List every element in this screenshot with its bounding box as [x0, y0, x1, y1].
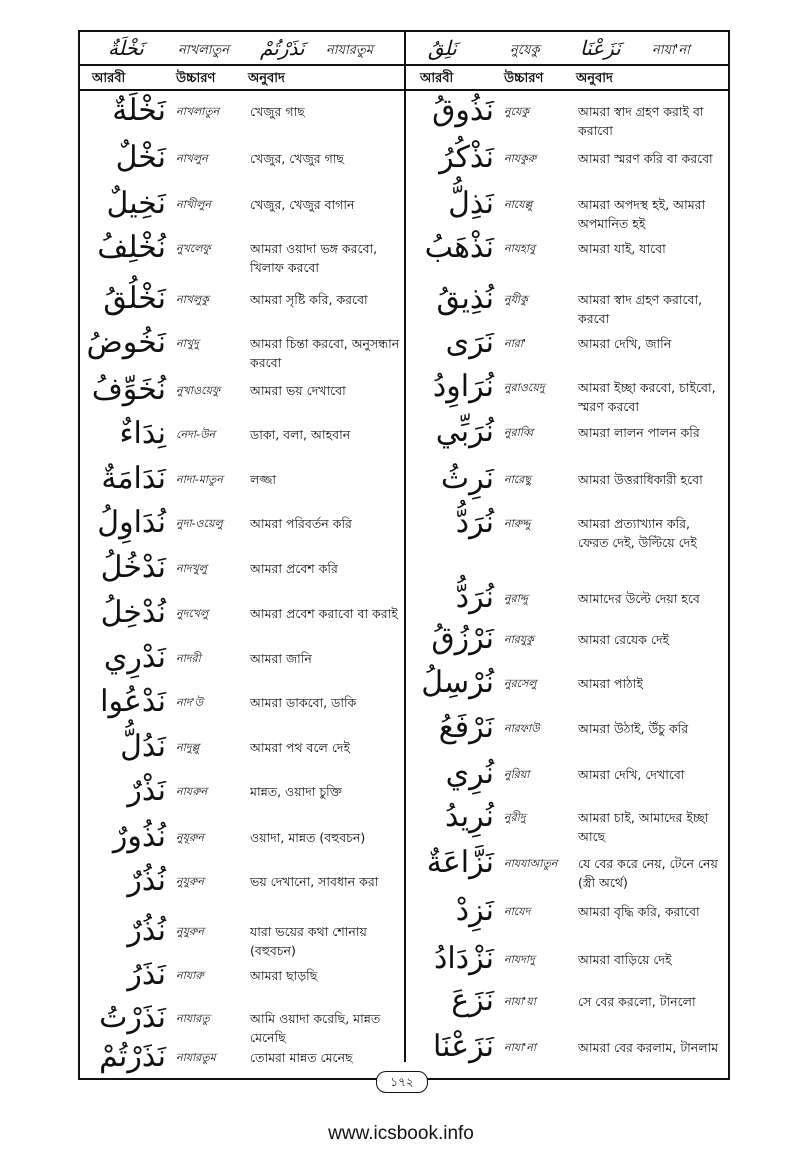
- entry-arabic: نُرَدُّ: [455, 580, 494, 615]
- col-head-right-translit: উচ্চারণ: [504, 71, 544, 86]
- entry-meaning: আমরা পথ বলে দেই: [250, 740, 350, 755]
- entry-arabic: نُخْلِفُ: [97, 230, 166, 265]
- entry-arabic: نَدْرِي: [103, 640, 166, 675]
- entry-arabic: نُرِيدُ: [445, 799, 494, 834]
- entry-arabic: نَرْزُقُ: [431, 621, 494, 656]
- entry-meaning: আমরা উত্তরাধিকারী হবো: [578, 472, 703, 487]
- entry-meaning: লজ্জা: [250, 472, 277, 487]
- entry-meaning: যারা ভয়ের কথা শোনায় (বহুবচন): [250, 924, 367, 958]
- entry-arabic: نَخْلٌ: [115, 140, 166, 175]
- entry-arabic: نَذْرٌ: [127, 773, 166, 808]
- entry-meaning: আমরা বৃদ্ধি করি, করাবো: [578, 904, 700, 919]
- entry-meaning: আমরা উঠাই, উঁচু করি: [578, 721, 689, 736]
- entry-transliteration: নাযারতুম: [176, 1051, 216, 1064]
- entry-meaning: আমরা সৃষ্টি করি, করবো: [250, 292, 368, 307]
- entry-transliteration: নাদখুলু: [176, 562, 207, 575]
- header-right-arabic-1: نَلِقُ: [428, 36, 457, 60]
- entry-transliteration: নুখলেফু: [176, 242, 211, 255]
- entry-transliteration: নাদরী: [176, 652, 201, 665]
- footer-url: www.icsbook.info: [328, 1123, 474, 1144]
- entry-transliteration: নাখলুকু: [176, 293, 209, 306]
- entry-arabic: نَرِثُ: [440, 461, 494, 496]
- entry-transliteration: নুরসেলু: [504, 677, 537, 690]
- entry-transliteration: নাখীলুন: [176, 198, 211, 211]
- entry-arabic: نَدَامَةٌ: [101, 461, 166, 496]
- col-head-right-meaning: অনুবাদ: [576, 71, 613, 86]
- entry-arabic: نُرَاوِدُ: [432, 369, 494, 404]
- entry-meaning: আমরা দেখি, দেখাবো: [578, 767, 685, 782]
- entry-transliteration: নাদুল্লু: [176, 741, 200, 754]
- entry-arabic: نَذُوقُ: [432, 93, 494, 128]
- entry-meaning: আমাদের উল্টে দেয়া হবে: [578, 591, 700, 606]
- entry-arabic: نَزِدْ: [455, 893, 494, 928]
- entry-arabic: نَذْكُرُ: [439, 140, 494, 175]
- entry-transliteration: নাদ'উ: [176, 696, 204, 709]
- entry-transliteration: নাযহাবু: [504, 242, 536, 255]
- entry-transliteration: নুরাদ্দু: [504, 592, 528, 605]
- entry-transliteration: নাযারতু: [176, 1012, 210, 1025]
- entry-arabic: نَزَعَ: [451, 983, 494, 1018]
- entry-arabic: نَخِيلٌ: [106, 186, 166, 221]
- entry-arabic: نُرِي: [445, 756, 494, 791]
- column-divider: [404, 32, 406, 1062]
- entry-meaning: ভয় দেখানো, সাবধান করা: [250, 874, 379, 889]
- entry-meaning: আমরা প্রবেশ করি: [250, 561, 338, 576]
- entry-meaning: আমরা প্রত্যাখ্যান করি, ফেরত দেই, উল্টিয়ে দেই: [578, 516, 697, 550]
- entry-arabic: نُذِيقُ: [436, 281, 494, 316]
- entry-arabic: نَخْلَةٌ: [112, 93, 166, 128]
- entry-transliteration: নুরীদু: [504, 811, 526, 824]
- entry-arabic: نَذَرْتُمْ: [99, 1039, 166, 1074]
- entry-transliteration: নুরিয়া: [504, 768, 530, 781]
- entry-arabic: نِدَاءٌ: [119, 416, 166, 451]
- entry-transliteration: নারযুকু: [504, 633, 534, 646]
- entry-meaning: আমরা চিন্তা করবো, অনুসন্ধান করবো: [250, 336, 400, 370]
- entry-transliteration: নাযদাদু: [504, 953, 535, 966]
- header-left-translit-2: নাযারতুম: [326, 43, 373, 58]
- entry-meaning: আমরা লালন পালন করি: [578, 425, 700, 440]
- header-left-arabic-2: نَذَرْتُمْ: [260, 36, 305, 60]
- entry-transliteration: নাযেদ: [504, 905, 531, 918]
- entry-meaning: খেজুর, খেজুর বাগান: [250, 197, 355, 212]
- entry-meaning: খেজুর গাছ: [250, 104, 305, 119]
- page-number: ১৭২: [376, 1071, 428, 1093]
- entry-transliteration: নাযরুন: [176, 785, 208, 798]
- entry-arabic: نُرَدُّ: [455, 505, 494, 540]
- entry-transliteration: নুরাওয়েদু: [504, 381, 545, 394]
- entry-arabic: نُذُرٌ: [127, 863, 166, 898]
- entry-meaning: মান্নত, ওয়াদা চুক্তি: [250, 784, 342, 799]
- entry-transliteration: নুযূরুন: [176, 831, 204, 844]
- entry-meaning: আমরা রেযেক দেই: [578, 632, 670, 647]
- entry-arabic: نَدْعُوا: [100, 684, 166, 719]
- entry-transliteration: নুখাওয়েফু: [176, 384, 221, 397]
- entry-transliteration: নাখুদু: [176, 337, 199, 350]
- entry-transliteration: নাযেল্লু: [504, 198, 533, 211]
- entry-meaning: আমরা স্বাদ গ্রহণ করাই বা করাবো: [578, 104, 704, 138]
- entry-arabic: نَذْهَبُ: [424, 230, 494, 265]
- entry-transliteration: নাযা'য়া: [504, 995, 536, 1008]
- entry-transliteration: নাখলুন: [176, 152, 208, 165]
- entry-arabic: نَخْلُقُ: [103, 281, 166, 316]
- col-head-left-meaning: অনুবাদ: [248, 71, 285, 86]
- entry-arabic: نَزَّاعَةٌ: [426, 845, 494, 880]
- col-head-left-translit: উচ্চারণ: [176, 71, 216, 86]
- entry-meaning: আমরা জানি: [250, 651, 312, 666]
- entry-meaning: আমরা স্বাদ গ্রহণ করাবো, করবো: [578, 292, 703, 326]
- entry-arabic: نُدْخِلُ: [100, 595, 166, 630]
- entry-transliteration: নুরাব্বি: [504, 426, 534, 439]
- entry-arabic: نَخُوضُ: [86, 325, 166, 360]
- entry-meaning: আমরা দেখি, জানি: [578, 336, 672, 351]
- entry-transliteration: নুদখেলু: [176, 607, 209, 620]
- entry-meaning: আমরা অপদস্থ হই, আমরা অপমানিত হই: [578, 197, 706, 231]
- entry-arabic: نَرَى: [445, 325, 494, 360]
- entry-meaning: আমরা ভয় দেখাবো: [250, 383, 346, 398]
- entry-arabic: نَزَعْنَا: [433, 1029, 494, 1064]
- entry-transliteration: নাযযাআতুন: [504, 857, 558, 870]
- column-head-rule: [80, 89, 728, 91]
- entry-arabic: نَذِلُّ: [448, 186, 494, 221]
- entry-transliteration: নুযুরুন: [176, 875, 204, 888]
- entry-transliteration: নাযকুরু: [504, 152, 537, 165]
- header-right-translit-1: নুযেকু: [510, 43, 540, 58]
- entry-arabic: نَذَرْتُ: [99, 1000, 166, 1035]
- entry-meaning: আমরা ইচ্ছা করবো, চাইবো, স্মরণ করবো: [578, 380, 716, 414]
- entry-transliteration: নেদা-উন: [176, 428, 216, 441]
- entry-transliteration: নাদা-মাতুন: [176, 473, 223, 486]
- entry-meaning: আমি ওয়াদা করেছি, মান্নত মেনেছি: [250, 1011, 381, 1045]
- entry-meaning: খেজুর, খেজুর গাছ: [250, 151, 344, 166]
- entry-transliteration: নারুদ্দু: [504, 517, 531, 530]
- entry-arabic: نَدْخُلُ: [100, 550, 166, 585]
- entry-arabic: نُذُرٌ: [127, 913, 166, 948]
- entry-transliteration: নুযীকু: [504, 293, 528, 306]
- entry-transliteration: নাযা'না: [504, 1041, 537, 1054]
- header-rule: [80, 64, 728, 66]
- entry-arabic: نُذُورٌ: [112, 819, 166, 854]
- entry-meaning: আমরা বাড়িয়ে দেই: [578, 952, 672, 967]
- entry-arabic: نَرْفَعُ: [438, 710, 494, 745]
- entry-meaning: আমরা চাই, আমাদের ইচ্ছা আছে: [578, 810, 709, 844]
- col-head-left-arabic: আরবী: [92, 71, 126, 86]
- entry-arabic: نُرَبِّي: [435, 414, 494, 449]
- entry-meaning: আমরা ওয়াদা ভঙ্গ করবো, খিলাফ করবো: [250, 241, 378, 275]
- entry-transliteration: নারা': [504, 337, 527, 350]
- entry-transliteration: নুযেকু: [504, 105, 530, 118]
- entry-arabic: نَذَرُ: [127, 957, 166, 992]
- entry-meaning: ডাকা, বলা, আহবান: [250, 427, 351, 442]
- entry-arabic: نُدَاوِلُ: [97, 505, 166, 540]
- entry-meaning: সে বের করলো, টানলো: [578, 994, 696, 1009]
- header-right-translit-2: নাযা'না: [652, 43, 690, 58]
- entry-arabic: نَزْدَادُ: [434, 941, 494, 976]
- entry-transliteration: নাযারু: [176, 969, 204, 982]
- entry-meaning: আমরা পাঠাই: [578, 676, 643, 691]
- header-left-arabic-1: نَخْلَةٌ: [108, 36, 144, 60]
- entry-transliteration: নারেছু: [504, 473, 531, 486]
- entry-meaning: আমরা যাই, যাবো: [578, 241, 666, 256]
- entry-arabic: نُخَوِّفُ: [91, 372, 166, 407]
- header-left-translit-1: নাখলাতুন: [178, 43, 230, 58]
- entry-transliteration: নুদা-ওয়েলু: [176, 517, 223, 530]
- entry-meaning: আমরা স্মরণ করি বা করবো: [578, 151, 713, 166]
- page-frame: [78, 30, 730, 1080]
- entry-arabic: نُرْسِلُ: [421, 665, 494, 700]
- entry-transliteration: নারফাউ: [504, 722, 540, 735]
- entry-meaning: আমরা প্রবেশ করাবো বা করাই: [250, 606, 398, 621]
- entry-meaning: যে বের করে নেয়, টেনে নেয় (স্ত্রী অর্থে): [578, 856, 718, 890]
- entry-transliteration: নাখলাতুন: [176, 105, 220, 118]
- entry-meaning: আমরা ডাকবো, ডাকি: [250, 695, 357, 710]
- entry-meaning: আমরা ছাড়ছি: [250, 968, 318, 983]
- entry-meaning: ওয়াদা, মান্নত (বহুবচন): [250, 830, 366, 845]
- header-right-arabic-2: نَزَعْنَا: [580, 36, 621, 60]
- entry-meaning: আমরা বের করলাম, টানলাম: [578, 1040, 719, 1055]
- entry-meaning: তোমরা মান্নত মেনেছ: [250, 1050, 353, 1065]
- col-head-right-arabic: আরবী: [420, 71, 454, 86]
- entry-arabic: نَدُلُّ: [120, 729, 166, 764]
- entry-meaning: আমরা পরিবর্তন করি: [250, 516, 352, 531]
- entry-transliteration: নুযুরুন: [176, 925, 204, 938]
